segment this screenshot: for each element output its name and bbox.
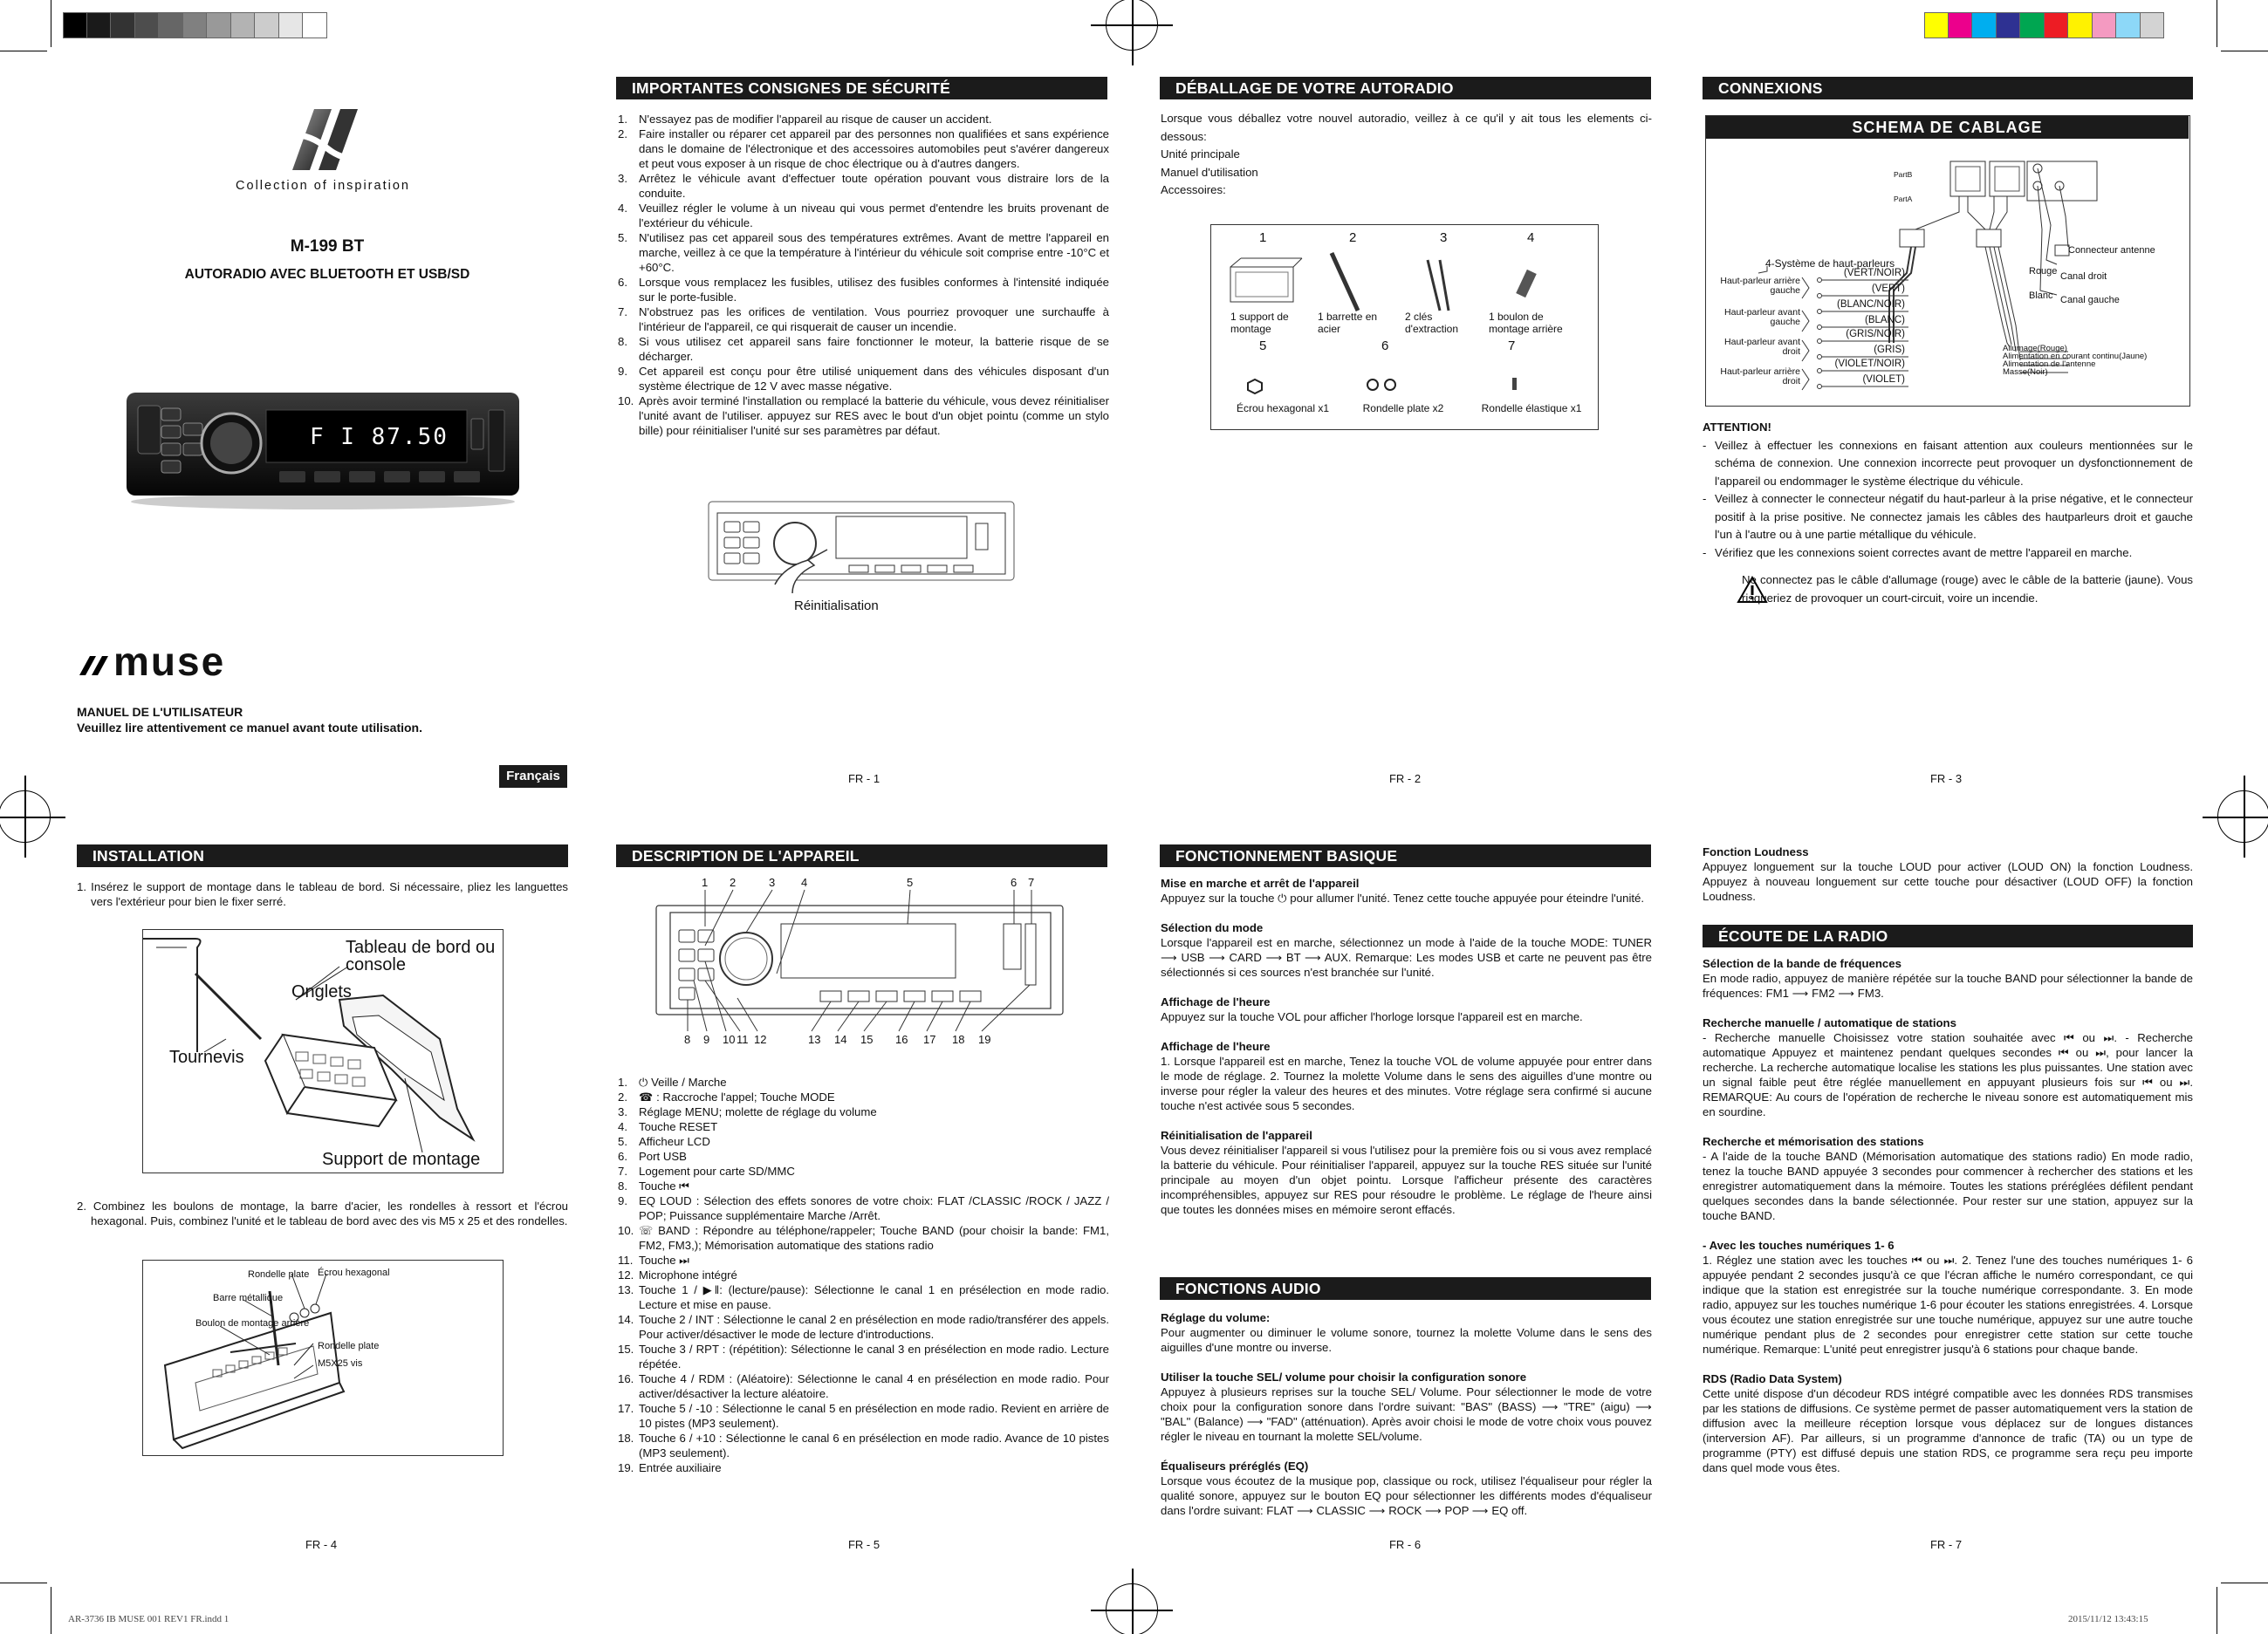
loudness-text: Appuyez longuement sur la touche LOUD pour activer (LOUD ON) la fonction Loudness. Appuyez à nouveau longuement sur cette touche pour désactiver (LOUD OFF) la fonction Loudness. <box>1703 860 2193 903</box>
item-text: ☎ : Raccroche l'appel; Touche MODE <box>639 1090 835 1104</box>
item-number: 11. <box>618 1254 634 1267</box>
item-number: 5. <box>618 1135 627 1148</box>
item-text: Touche 3 / RPT : (répétition): Sélectionne le canal 3 en présélection en mode radio. Lecture répétée. <box>639 1343 1109 1371</box>
item-number: 10. <box>618 394 634 407</box>
block-text: Lorsque vous écoutez de la musique pop, classique ou rock, utilisez l'équaliseur pour régler la qualité sonore, appuyez sur le bouton EQ pour sélectionner les différents modes d'équaliseur dans l'ordre suivant: FLAT ⟶ CLASSIC ⟶ ROCK ⟶ POP ⟶ EQ off. <box>1161 1474 1652 1517</box>
list-item <box>618 393 1109 438</box>
item-text: ⏻ Veille / Marche <box>639 1076 727 1089</box>
reset-illustration <box>705 497 1019 593</box>
cmyk-swatch <box>1924 12 1949 38</box>
callout-number: 19 <box>978 1033 991 1046</box>
antenna-label: Connecteur antenne <box>2068 245 2155 256</box>
wire-color-label: (VERT/NOIR) <box>1843 268 1905 278</box>
item-text: N'obstruez pas les orifices de ventilation. Vous pourriez provoquer une surchauffe à l'intérieur de l'appareil, ce qui risquerait de causer un incendie. <box>639 305 1109 333</box>
product-title: AUTORADIO AVEC BLUETOOTH ET USB/SD <box>184 267 470 282</box>
wire-color-label: (GRIS/NOIR) <box>1846 329 1905 339</box>
section-header-basic-operation: FONCTIONNEMENT BASIQUE <box>1160 844 1651 867</box>
callout-number: 14 <box>834 1033 847 1046</box>
cmyk-swatch <box>1972 12 1997 38</box>
loudness-section <box>1703 844 2193 904</box>
gray-swatch <box>87 12 112 38</box>
item-text: Faire installer ou réparer cet appareil par des personnes non qualifiées et sans expérience dans le domaine de l'électronique et des accessoires automobiles peut s'avérer dangereux et peut vous exposer à un risque de choc électrique ou à d'autres dangers. <box>639 127 1109 170</box>
warning-text <box>1742 571 2193 607</box>
list-item <box>618 1253 1109 1268</box>
part-b-label: PartB <box>1894 170 1913 179</box>
block-heading: Sélection du mode <box>1161 921 1264 934</box>
list-item <box>618 364 1109 393</box>
list-item <box>618 1134 1109 1149</box>
item-number: 9. <box>618 1194 627 1207</box>
accessory-number: 3 <box>1440 230 1448 245</box>
block-heading: Recherche manuelle / automatique de stations <box>1703 1016 1956 1029</box>
power-wire-label: Alimentation de l'antenne <box>2003 359 2096 369</box>
muse-logo <box>77 639 260 684</box>
unpacking-line: Unité principale <box>1161 147 1240 161</box>
item-number: 17. <box>618 1402 634 1415</box>
block-heading: RDS (Radio Data System) <box>1703 1372 1842 1385</box>
block-text: Cette unité dispose d'un décodeur RDS intégré compatible avec les données RDS transmises par les stations de diffusions. Ce système permet de passer automatiquement vers la station de diffusion avec la meilleure réception lorsque vous déplacez sur de longues distances (interversion AF). Par ailleurs, si un programme d'annonce de trafic (TA) ou un type de programme (PTY) est diffusé depuis une station RDS, ce programme sera reçu peu importe dans quel mode vous êtes. <box>1703 1387 2193 1474</box>
wire-color-label: (VIOLET/NOIR) <box>1834 359 1905 369</box>
accessory-label: 1 support de montage <box>1230 311 1289 335</box>
block-heading: Affichage de l'heure <box>1161 1040 1271 1053</box>
list-item <box>618 1312 1109 1342</box>
item-text: ☏ BAND : Répondre au téléphone/rappeler; Touche BAND (pour choisir la bande: FM1, FM2, FM3,); Mémorisation automatique des stations radio <box>639 1224 1109 1252</box>
item-text: Réglage MENU; molette de réglage du volume <box>639 1105 877 1118</box>
item-number: 2. <box>618 127 627 140</box>
registration-mark <box>1106 1583 1158 1634</box>
page-number: FR - 4 <box>305 1538 338 1551</box>
radio-text <box>1703 956 2193 1475</box>
manual-title: MANUEL DE L'UTILISATEUR <box>77 705 243 719</box>
list-item <box>618 1164 1109 1179</box>
list-item <box>618 1075 1109 1090</box>
accessory-label: 1 barrette en acier <box>1318 311 1378 335</box>
note-text: Vérifiez que les connexions soient correctes avant de mettre l'appareil en marche. <box>1715 545 2133 559</box>
gray-swatch <box>159 12 183 38</box>
callout-number: 10 <box>723 1033 736 1046</box>
manual-subtitle: Veuillez lire attentivement ce manuel avant toute utilisation. <box>77 721 422 735</box>
wire-color-label: (VIOLET) <box>1862 374 1905 385</box>
unpacking-line: Lorsque vous déballez votre nouvel autoradio, veillez à ce qu'il y ait tous les elements ci-dessous: <box>1161 112 1652 143</box>
wire-color-label: (BLANC) <box>1864 315 1905 325</box>
gray-swatch <box>111 12 135 38</box>
note-item <box>1703 544 2193 563</box>
item-number: 5. <box>618 231 627 244</box>
gray-color-bar <box>63 12 327 38</box>
accessory-label: 2 clés d'extraction <box>1405 311 1458 335</box>
item-number: 6. <box>618 276 627 289</box>
list-item <box>618 1149 1109 1164</box>
item-text: Veuillez régler le volume à un niveau qui vous permet d'entendre les bruits provenant de l'extérieur du véhicule. <box>639 202 1109 229</box>
warning-sentence: Ne connectez pas le câble d'allumage (rouge) avec le câble de la batterie (jaune). Vous risqueriez de provoquer un court-circuit, voire un incendie. <box>1742 573 2193 605</box>
power-wire-label: Alimentation en courant continu(Jaune) <box>2003 352 2148 361</box>
item-text: Entrée auxiliaire <box>639 1461 722 1474</box>
block-text: - Recherche manuelle Choisissez votre station souhaitée avec ⏮ ou ⏭. - Recherche automatique Appuyez et maintenez pendant quelques secondes ⏮ ou ⏭, pour lancer la recherche. La recherche automatique localise les stations les plus puissantes. Une station avec un signal faible peut être réglée manuellement en appuyant plusieurs fois sur ⏮ ou ⏭. REMARQUE: Au cours de l'opération de recherche le niveau sonore est automatiquement mis en sourdine. <box>1703 1031 2193 1118</box>
gray-swatch <box>183 12 208 38</box>
item-number: 6. <box>618 1150 627 1163</box>
note-dash: - <box>1703 545 1707 559</box>
spacer <box>1703 1119 2193 1134</box>
list-item <box>618 1090 1109 1104</box>
radio-display-text: F I 87.50 <box>310 424 449 450</box>
block-text: En mode radio, appuyez de manière répétée sur la touche BAND pour sélectionner la bande de fréquences: FM1 ⟶ FM2 ⟶ FM3. <box>1703 972 2193 1000</box>
item-number: 1. <box>618 113 627 126</box>
attention-heading: ATTENTION! <box>1703 420 1771 434</box>
page-number: FR - 6 <box>1388 1538 1422 1551</box>
callout-number: 3 <box>769 876 776 889</box>
loudness-heading: Fonction Loudness <box>1703 845 1809 858</box>
list-item <box>618 1460 1109 1475</box>
installation-step2: 2. Combinez les boulons de montage, la barre d'acier, les rondelles à ressort et l'écrou hexagonal. Puis, combinez l'unité et le tableau de bord avec des vis M5 x 25 et des rondelles. <box>77 1200 568 1227</box>
canal-droit-label: Canal droit <box>2060 271 2107 282</box>
accessory-number: 5 <box>1259 338 1267 353</box>
accessory-number: 7 <box>1508 338 1516 353</box>
hex-nut-label: Écrou hexagonal <box>318 1268 390 1278</box>
block-text: Appuyez à plusieurs reprises sur la touche SEL/ Volume. Pour sélectionner le mode de votre choix pour la configuration sonore dans l'ordre suivant: "BAS" (BASS) ⟶ "TRE" (aigu) ⟶ "BAL" (Balance) ⟶ "FAD" (atténuation). Après avoir choisi le mode de votre choix vous pouvez régler le niveau en tournant la molette SEL/volume. <box>1161 1385 1652 1443</box>
page-number: FR - 7 <box>1929 1538 1963 1551</box>
callout-number: 5 <box>907 876 914 889</box>
gray-swatch <box>279 12 304 38</box>
power-wire-label: Masse(Noir) <box>2003 367 2048 377</box>
registration-mark <box>1106 0 1158 51</box>
blanc-label: Blanc <box>2029 291 2053 301</box>
list-item <box>618 304 1109 334</box>
page-number: FR - 1 <box>847 772 880 785</box>
item-number: 1. <box>618 1076 627 1089</box>
power-wire-label: Allumage(Rouge) <box>2003 344 2067 353</box>
spacer <box>1161 1444 1652 1459</box>
cmyk-swatch <box>2141 12 2165 38</box>
gray-swatch <box>303 12 327 38</box>
callout-number: 18 <box>952 1033 965 1046</box>
spacer <box>1161 906 1652 920</box>
list-item <box>618 171 1109 201</box>
footer-file: AR-3736 IB MUSE 001 REV1 FR.indd 1 <box>68 1614 230 1624</box>
accessories-box <box>1210 224 1599 430</box>
item-number: 8. <box>618 335 627 348</box>
section-header-connections: CONNEXIONS <box>1703 77 2193 99</box>
speaker-system-label: 4-Système de haut-parleurs <box>1765 257 1895 270</box>
sleeve-label: Support de montage <box>322 1150 481 1169</box>
model-number: M-199 BT <box>290 237 365 256</box>
section-header-safety: IMPORTANTES CONSIGNES DE SÉCURITÉ <box>616 77 1107 99</box>
block-heading: Utiliser la touche SEL/ volume pour choisir la configuration sonore <box>1161 1371 1527 1384</box>
item-number: 12. <box>618 1268 634 1282</box>
item-text: Touche 5 / -10 : Sélectionne le canal 5 en présélection en mode radio. Revient en arrière de 10 pistes (MP3 seulement). <box>639 1402 1109 1430</box>
reset-caption: Réinitialisation <box>794 598 879 613</box>
item-number: 8. <box>618 1179 627 1193</box>
gray-swatch <box>63 12 87 38</box>
screwdriver-label: Tournevis <box>169 1048 244 1067</box>
accessory-number: 4 <box>1527 230 1535 245</box>
item-number: 7. <box>618 1165 627 1178</box>
wire-color-label: (GRIS) <box>1874 345 1905 355</box>
speaker-label: Haut-parleur avant gauche <box>1724 307 1800 327</box>
wire-color-label: (VERT) <box>1871 284 1905 294</box>
steel-bar-label: Barre métallique <box>213 1293 284 1303</box>
item-text: Touche 6 / +10 : Sélectionne le canal 6 en présélection en mode radio. Avance de 10 pistes (MP3 seulement). <box>639 1432 1109 1460</box>
block-heading: - Avec les touches numériques 1- 6 <box>1703 1239 1895 1252</box>
section-header-description: DESCRIPTION DE L'APPAREIL <box>616 844 1107 867</box>
block-heading: Affichage de l'heure <box>1161 995 1271 1008</box>
item-text: Lorsque vous remplacez les fusibles, utilisez des fusibles conformes à l'intensité indiquée sur le porte-fusible. <box>639 276 1109 304</box>
list-item <box>618 1193 1109 1223</box>
callout-number: 4 <box>801 876 808 889</box>
cmyk-swatch <box>2068 12 2093 38</box>
item-text: N'utilisez pas cet appareil sous des températures extrêmes. Avant de mettre l'appareil en marche, veillez à ce que la température à l'intérieur du véhicule soit comprise entre -10°C et +60°C. <box>639 231 1109 274</box>
gray-swatch <box>255 12 279 38</box>
block-text: Appuyez sur la touche VOL pour afficher l'horloge lorsque l'appareil est en marche. <box>1161 1010 1583 1023</box>
item-number: 10. <box>618 1224 634 1237</box>
block-heading: Sélection de la bande de fréquences <box>1703 957 1901 970</box>
list-item <box>618 1342 1109 1371</box>
audio-functions-text <box>1161 1310 1652 1518</box>
item-number: 19. <box>618 1461 634 1474</box>
item-text: Si vous utilisez cet appareil sans faire fonctionner le moteur, la batterie risque de se décharger. <box>639 335 1109 363</box>
spacer <box>1161 980 1652 995</box>
installation-figure-2 <box>142 1260 504 1456</box>
list-item <box>618 1104 1109 1119</box>
wiring-diagram <box>1705 115 2190 407</box>
screw-label: M5X25 vis <box>318 1358 363 1369</box>
logo-tagline: Collection of inspiration <box>236 179 410 193</box>
list-item <box>618 1401 1109 1431</box>
section-header-unpacking: DÉBALLAGE DE VOTRE AUTORADIO <box>1160 77 1651 99</box>
registration-mark <box>2217 790 2268 843</box>
block-heading: Réglage du volume: <box>1161 1311 1271 1324</box>
list-item <box>618 334 1109 364</box>
item-text: Touche 4 / RDM : (Aléatoire): Sélectionne le canal 4 en présélection en mode radio. Pour activer/désactiver la lecture aléatoire. <box>639 1372 1109 1400</box>
gray-swatch <box>231 12 256 38</box>
list-item <box>618 201 1109 230</box>
accessory-label: Rondelle plate x2 <box>1362 402 1444 414</box>
item-text: Port USB <box>639 1150 687 1163</box>
note-item <box>1703 490 2193 544</box>
item-number: 9. <box>618 365 627 378</box>
spacer <box>1703 1001 2193 1015</box>
cmyk-swatch <box>2093 12 2117 38</box>
schema-title: SCHEMA DE CABLAGE <box>1706 116 2189 139</box>
connections-notes <box>1703 419 2193 562</box>
part-a-label: PartA <box>1894 195 1913 203</box>
item-text: Touche 2 / INT : Sélectionne le canal 2 en présélection en mode radio/transférer des appels. Pour activer/désactiver le mode de lecture d'introductions. <box>639 1313 1109 1341</box>
item-text: Arrêtez le véhicule avant d'effectuer toute opération pouvant vous distraire lors de la conduite. <box>639 172 1109 200</box>
installation-step1: 1. Insérez le support de montage dans le tableau de bord. Si nécessaire, pliez les languettes vers l'extérieur pour bien le fixer serré. <box>77 880 568 908</box>
item-text: Touche RESET <box>639 1120 718 1133</box>
device-description-list <box>618 1075 1109 1475</box>
block-text: Vous devez réinitialiser l'appareil si vous l'utilisez pour la première fois ou si vous avez remplacé la batterie du véhicule. Pour réinitialiser l'appareil, appuyez sur la touche RES située sur l'unité principale au moyen d'un objet pointu. Lorsque l'afficheur présente des caractères incompréhensibles, appuyez sur RES pour résoudre le problème. Le réglage de l'heure ainsi que toutes les données mises en mémoire seront effacés. <box>1161 1144 1652 1216</box>
spacer <box>1161 1024 1652 1039</box>
unpacking-text <box>1161 110 1652 200</box>
page-number: FR - 5 <box>847 1538 880 1551</box>
cmyk-color-bar <box>1924 12 2164 38</box>
muse-wordmark: muse <box>113 639 226 684</box>
block-text: 1. Réglez une station avec les touches ⏮ ou ⏭. 2. Tenez l'une des touches numériques 1- 6 appuyée pendant 2 secondes jusqu'à ce que l'écran affiche le numéro correspondant, ce qui indique que la station est enregistrée sur la touche numérique correspondante. 3. En mode radio, appuyez sur les touches numérique 1-6 pour écouter les stations enregistrées. 4. Lorsque vous écoutez une station enregistrée sur une touche numérique, appuyez sur une autre touche numérique pendant plus de 2 secondes pour enregistrer cette station sur cette touche numérique. Remarque: L'unité peut enregistrer jusqu'à 6 stations pour chaque bande. <box>1703 1254 2193 1356</box>
block-text: Appuyez sur la touche ⏻ pour allumer l'unité. Tenez cette touche appuyée pour éteindre l'unité. <box>1161 892 1645 905</box>
cmyk-swatch <box>2116 12 2141 38</box>
unpacking-line: Manuel d'utilisation <box>1161 165 1258 179</box>
list-item <box>618 1223 1109 1253</box>
unpacking-line: Accessoires: <box>1161 183 1226 196</box>
flat-washer-label: Rondelle plate <box>248 1269 310 1280</box>
spacer <box>1703 1223 2193 1238</box>
spacer <box>1161 1113 1652 1128</box>
callout-number: 16 <box>895 1033 908 1046</box>
block-heading: Recherche et mémorisation des stations <box>1703 1135 1924 1148</box>
callout-number: 7 <box>1028 876 1035 889</box>
block-text: 1. Lorsque l'appareil est en marche, Tenez la touche VOL de volume appuyée pour entrer dans le mode de réglage. 2. Tournez la molette Volume dans le sens des aiguilles d'une montre ou inverse pour régler la valeur des heures et des minutes. Votre réglage sera confirmé si aucune touche n'est activée sous 5 secondes. <box>1161 1055 1652 1112</box>
accessory-label: 1 boulon de montage arrière <box>1489 311 1563 335</box>
item-text: Touche ⏭ <box>639 1254 690 1267</box>
accessory-number: 6 <box>1381 338 1389 353</box>
block-text: - A l'aide de la touche BAND (Mémorisation automatique des stations radio) En mode radio, tenez la touche BAND appuyée 3 secondes pour commencer à rechercher des stations et les enregistrer automatiquement dans la mémoire. Toutes les stations préréglées défilent pendant quelques secondes dans la bande sélectionnée. Pour rester sur une station, appuyez sur la touche BAND. <box>1703 1150 2193 1222</box>
spacer <box>1161 1355 1652 1370</box>
item-number: 18. <box>618 1432 634 1445</box>
item-text: Touche ⏮ <box>639 1179 690 1193</box>
list-item <box>618 1268 1109 1282</box>
item-number: 13. <box>618 1283 634 1296</box>
accessory-number: 1 <box>1259 230 1267 245</box>
collection-logo <box>266 105 380 174</box>
tabs-label: Onglets <box>291 982 352 1002</box>
item-number: 15. <box>618 1343 634 1356</box>
bolt-label: Boulon de montage arrière <box>195 1318 310 1329</box>
note-item <box>1703 437 2193 491</box>
language-badge: Français <box>499 765 567 788</box>
list-item <box>618 1282 1109 1312</box>
speaker-label: Haut-parleur arrière droit <box>1720 366 1800 386</box>
note-text: Veillez à effectuer les connexions en faisant attention aux couleurs mentionnées sur le schéma de connexion. Une connexion incorrecte peut provoquer un dysfonctionnement de l'appareil ou endommager le système électrique du véhicule. <box>1715 438 2193 488</box>
footer-date: 2015/11/12 13:43:15 <box>2068 1614 2148 1624</box>
registration-mark <box>0 790 51 843</box>
cmyk-swatch <box>1997 12 2021 38</box>
radio-photo <box>122 384 524 510</box>
item-text: Logement pour carte SD/MMC <box>639 1165 795 1178</box>
item-text: Afficheur LCD <box>639 1135 710 1148</box>
callout-number: 13 <box>808 1033 821 1046</box>
item-number: 4. <box>618 1120 627 1133</box>
callout-number: 1 <box>702 876 709 889</box>
canal-gauche-label: Canal gauche <box>2060 295 2120 305</box>
item-number: 14. <box>618 1313 634 1326</box>
item-number: 3. <box>618 172 627 185</box>
item-number: 4. <box>618 202 627 215</box>
speaker-label: Haut-parleur avant droit <box>1724 337 1800 357</box>
dashboard-label: Tableau de bord ou console <box>346 938 496 974</box>
block-text: Pour augmenter ou diminuer le volume sonore, tournez la molette Volume dans le sens des aiguilles d'une montre ou inverse. <box>1161 1326 1652 1354</box>
callout-number: 17 <box>923 1033 936 1046</box>
item-text: N'essayez pas de modifier l'appareil au risque de causer un accident. <box>639 113 992 126</box>
spacer <box>1703 1357 2193 1371</box>
block-heading: Équaliseurs préréglés (EQ) <box>1161 1460 1309 1473</box>
note-text: Veillez à connecter le connecteur négatif du haut-parleur à la prise négative, et le connecteur positif à la prise positive. Ne connectez jamais les câbles des hautparleurs droit et gauche l'un à l'autre ou à une partie métallique du véhicule. <box>1715 492 2193 541</box>
note-dash: - <box>1703 492 1707 505</box>
accessory-number: 2 <box>1349 230 1357 245</box>
callout-number: 9 <box>703 1033 710 1046</box>
callout-number: 11 <box>737 1033 749 1046</box>
device-front-diagram <box>654 876 1065 1059</box>
cmyk-swatch <box>2045 12 2069 38</box>
section-header-installation: INSTALLATION <box>77 844 568 867</box>
block-heading: Mise en marche et arrêt de l'appareil <box>1161 877 1360 890</box>
wire-color-label: (BLANC/NOIR) <box>1837 299 1905 310</box>
gray-swatch <box>135 12 160 38</box>
item-text: Microphone intégré <box>639 1268 737 1282</box>
flat-washer-label-2: Rondelle plate <box>318 1341 380 1351</box>
item-number: 16. <box>618 1372 634 1385</box>
list-item <box>618 1119 1109 1134</box>
list-item <box>618 126 1109 171</box>
item-number: 3. <box>618 1105 627 1118</box>
list-item <box>618 275 1109 304</box>
installation-figure-1 <box>142 929 504 1173</box>
page-number: FR - 2 <box>1388 772 1422 785</box>
page-number: FR - 3 <box>1929 772 1963 785</box>
callout-number: 2 <box>730 876 737 889</box>
accessory-label: Rondelle élastique x1 <box>1481 402 1582 414</box>
basic-operation-text <box>1161 876 1652 1217</box>
item-text: EQ LOUD : Sélection des effets sonores de votre choix: FLAT /CLASSIC /ROCK / JAZZ / POP; Puissance supplémentaire Marche /Arrêt. <box>639 1194 1109 1222</box>
callout-number: 12 <box>754 1033 767 1046</box>
item-number: 7. <box>618 305 627 318</box>
gray-swatch <box>207 12 231 38</box>
list-item <box>618 1179 1109 1193</box>
callout-number: 6 <box>1011 876 1018 889</box>
callout-number: 8 <box>684 1033 691 1046</box>
section-header-radio: ÉCOUTE DE LA RADIO <box>1703 925 2193 947</box>
item-number: 2. <box>618 1090 627 1104</box>
note-dash: - <box>1703 438 1707 452</box>
list-item <box>618 1431 1109 1460</box>
cmyk-swatch <box>1949 12 1973 38</box>
list-item <box>618 112 1109 126</box>
safety-list <box>618 112 1109 438</box>
callout-number: 15 <box>860 1033 874 1046</box>
rouge-label: Rouge <box>2029 266 2058 277</box>
block-heading: Réinitialisation de l'appareil <box>1161 1129 1312 1142</box>
list-item <box>618 1371 1109 1401</box>
block-text: Lorsque l'appareil est en marche, sélectionnez un mode à l'aide de la touche MODE: TUNER ⟶ USB ⟶ CARD ⟶ BT ⟶ AUX. Remarque: Les modes USB et carte ne peuvent pas être sélectionnés si ces sources n'est branchée sur l'unité. <box>1161 936 1652 979</box>
cmyk-swatch <box>2020 12 2045 38</box>
list-item <box>618 230 1109 275</box>
section-header-audio: FONCTIONS AUDIO <box>1160 1277 1651 1300</box>
accessory-label: Écrou hexagonal x1 <box>1236 402 1330 414</box>
item-text: Après avoir terminé l'installation ou remplacé la batterie du véhicule, vous devez réinitialiser l'unité avant de l'utiliser. appuyez sur RES avec le bout d'un objet pointu (comme un stylo bille) pour réinitialiser l'unité sur ses paramètres par défaut. <box>639 394 1109 437</box>
item-text: Touche 1 / ▶‖: (lecture/pause): Sélectionne le canal 1 en présélection en mode radio. Lecture et mise en pause. <box>639 1283 1109 1311</box>
item-text: Cet appareil est conçu pour être utilisé uniquement dans des véhicules disposant d'un système électrique de 12 V avec masse négative. <box>639 365 1109 393</box>
speaker-label: Haut-parleur arrière gauche <box>1720 276 1800 296</box>
